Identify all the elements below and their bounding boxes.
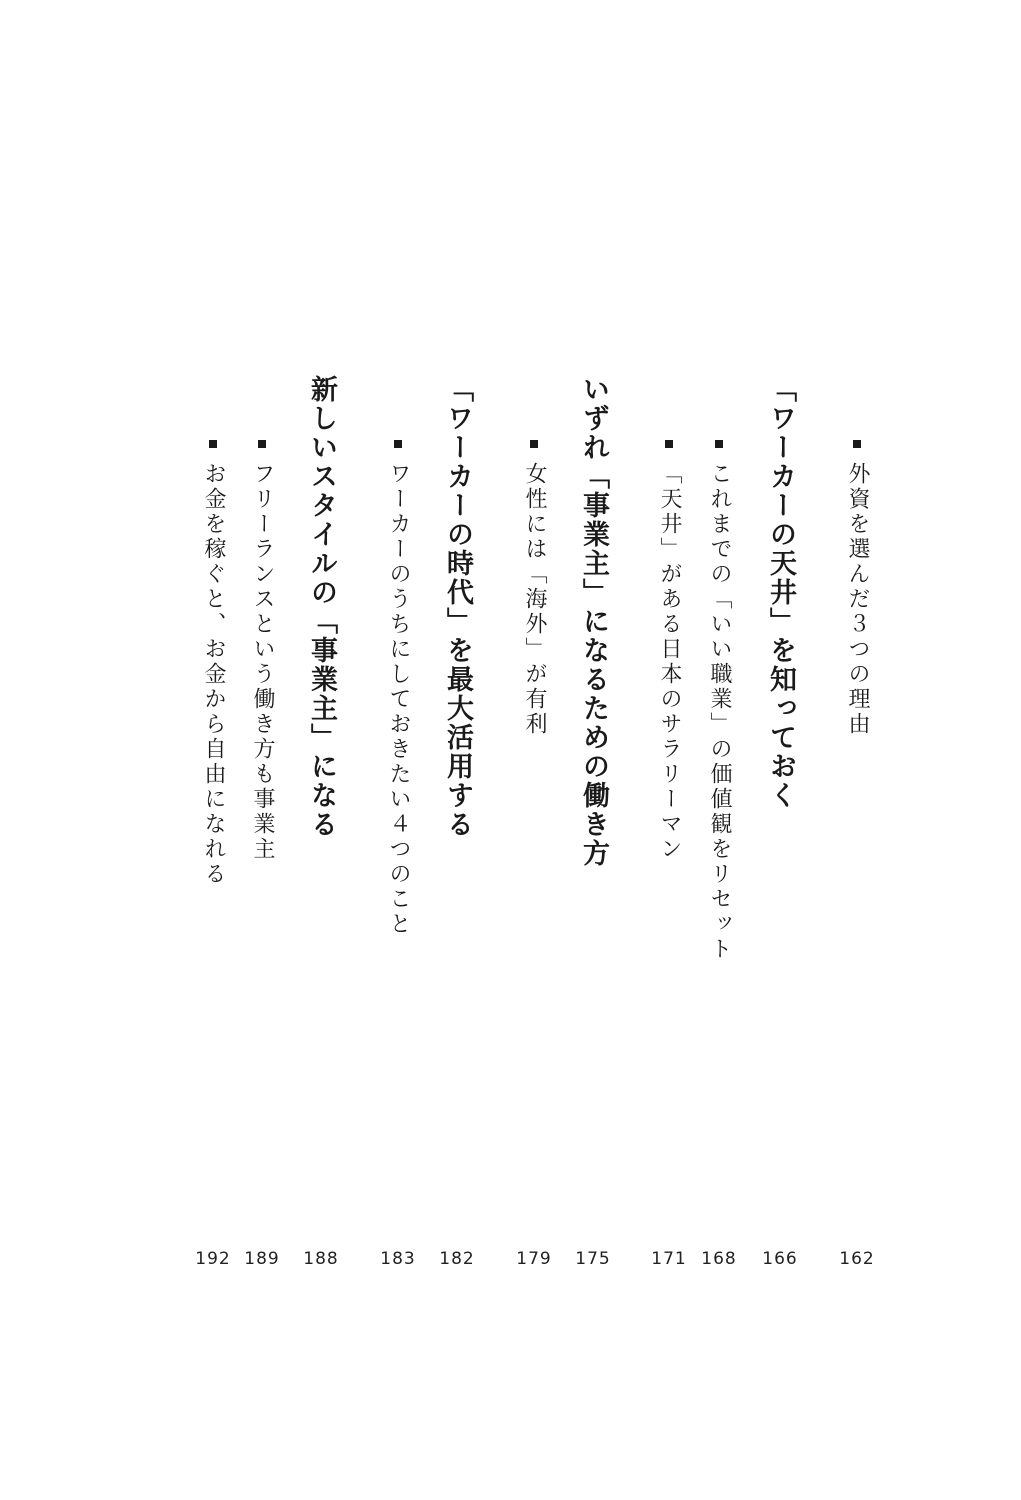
page-number: 171 xyxy=(651,1249,687,1269)
toc-heading-title: 「ワーカーの時代」を最大活用する xyxy=(442,375,473,839)
page-number: 166 xyxy=(762,1249,798,1269)
toc-item-title: フリーランスという働き方も事業主 xyxy=(250,462,275,862)
page-number: 189 xyxy=(244,1249,280,1269)
bullet-icon xyxy=(715,440,723,448)
toc-item-title: 外資を選んだ３つの理由 xyxy=(845,462,870,737)
page-number: 192 xyxy=(195,1249,231,1269)
bullet-icon xyxy=(258,440,266,448)
bullet-icon xyxy=(853,440,861,448)
bullet-icon xyxy=(209,440,217,448)
toc-item-title: ワーカーのうちにしておきたい４つのこと xyxy=(386,462,411,937)
page-number: 188 xyxy=(303,1249,339,1269)
page-number: 179 xyxy=(516,1249,552,1269)
page-number: 183 xyxy=(380,1249,416,1269)
toc-item-title: これまでの「いい職業」の価値観をリセット xyxy=(707,462,732,962)
toc-item-title: お金を稼ぐと、お金から自由になれる xyxy=(201,462,226,887)
bullet-icon xyxy=(530,440,538,448)
page-number: 182 xyxy=(439,1249,475,1269)
toc-heading-title: 「ワーカーの天井」を知っておく xyxy=(765,375,796,810)
bullet-icon xyxy=(394,440,402,448)
page-number: 162 xyxy=(839,1249,875,1269)
toc-item-title: 女性には「海外」が有利 xyxy=(522,462,547,737)
page-number: 168 xyxy=(701,1249,737,1269)
toc-heading-title: いずれ「事業主」になるための働き方 xyxy=(578,375,609,868)
toc-heading-title: 新しいスタイルの「事業主」になる xyxy=(306,375,337,839)
toc-item-title: 「天井」がある日本のサラリーマン xyxy=(657,462,682,862)
page-number: 175 xyxy=(575,1249,611,1269)
bullet-icon xyxy=(665,440,673,448)
